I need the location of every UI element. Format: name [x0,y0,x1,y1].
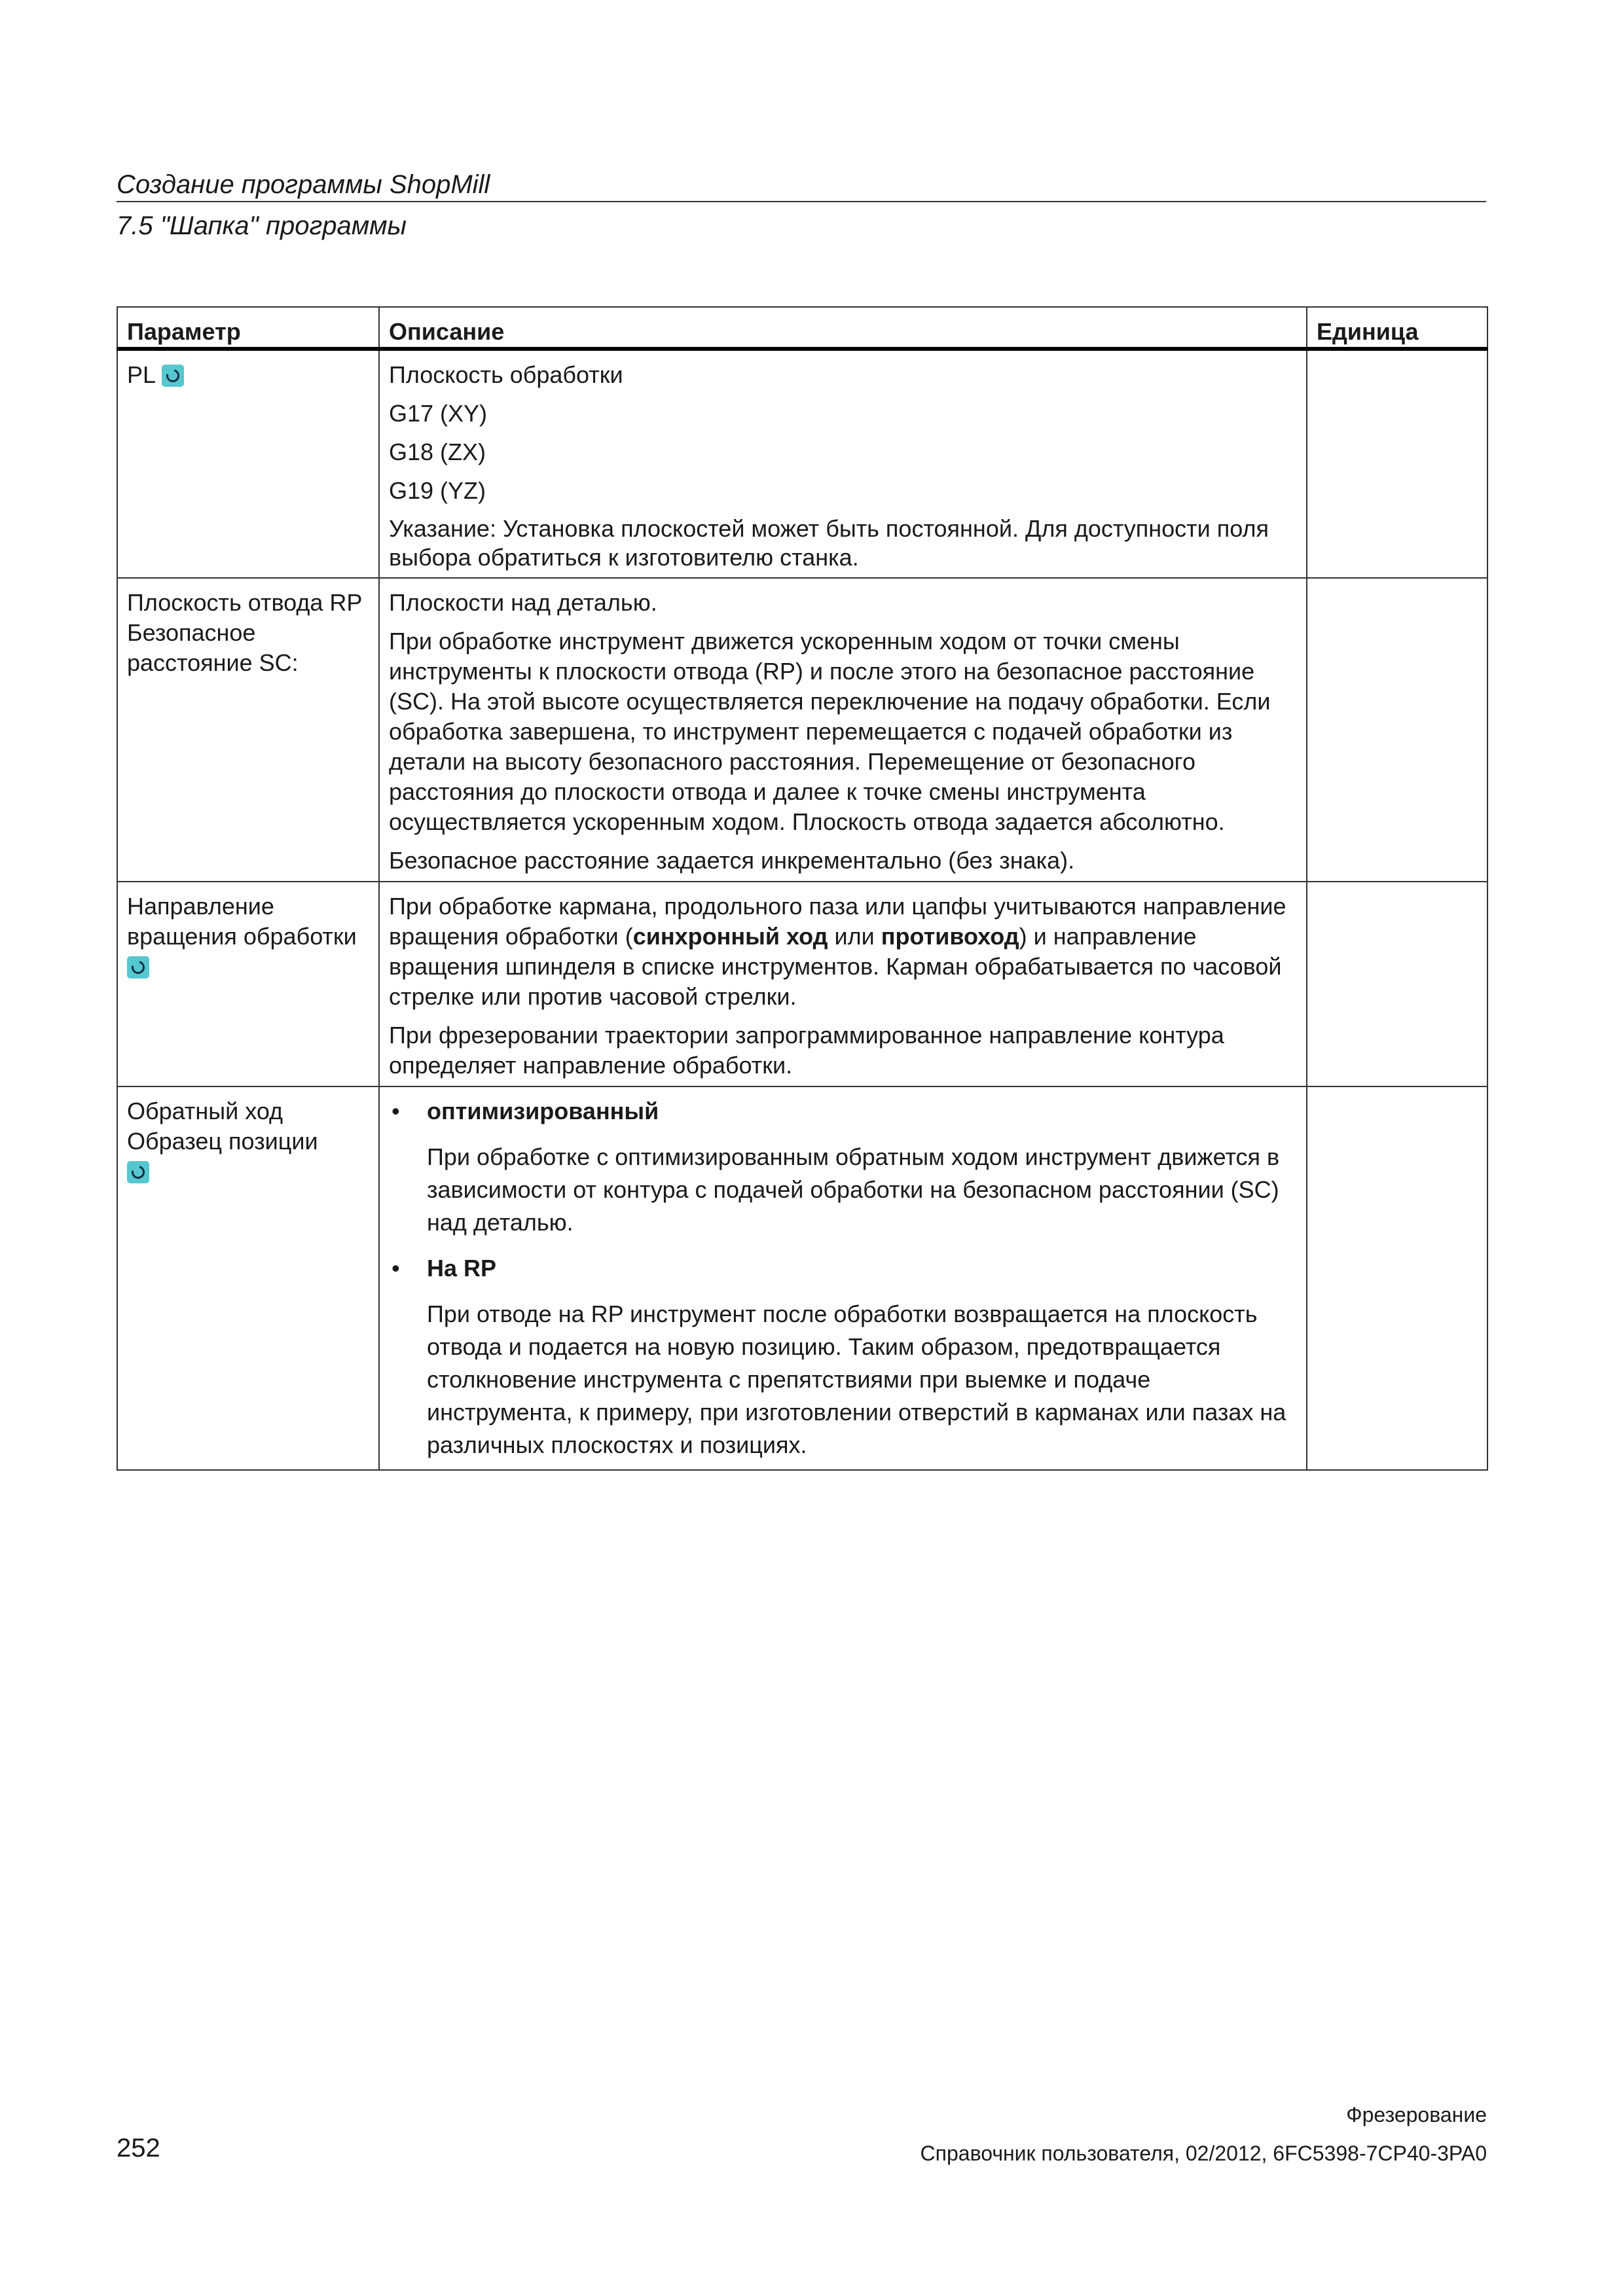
description-text-part: При обработке кармана, продольного паза или цапфы учитываются направление вращения обработки ( [389,893,1286,950]
param-name: Образец позиции [127,1128,318,1155]
description-text-part: ) и направление вращения шпинделя в списке инструментов. Карман обрабатывается по часовой стрелке или против часовой стрелки. [389,923,1282,1010]
description-cell [379,1086,1307,1470]
description-text-part: или [828,923,881,950]
table-row [117,349,1487,578]
description-cell [379,349,1307,578]
list-item [389,1253,1297,1462]
description-text [389,891,1297,1012]
option-title: оптимизированный [427,1098,659,1124]
param-cell [117,349,379,578]
unit-cell [1307,1086,1487,1470]
footer-chapter: Фрезерование [1346,2103,1487,2126]
footer-document: Справочник пользователя, 02/2012, 6FC5398-7CP40-3PA0 [920,2142,1487,2165]
parameter-table [117,306,1488,1471]
description-text: Безопасное расстояние задается инкрементально (без знака). [389,847,1075,874]
param-name: Обратный ход [127,1098,283,1124]
unit-cell [1307,882,1487,1086]
description-text: При фрезеровании траектории запрограммированное направление контура определяет направление обработки. [389,1022,1224,1079]
toggle-select-icon [127,956,149,978]
description-text: G17 (XY) [389,400,488,427]
param-cell [117,578,379,882]
bullet-icon: • [392,1255,400,1282]
param-name: Плоскость отвода RP [127,589,363,616]
param-name: Безопасное расстояние SC: [127,619,299,676]
param-cell [117,882,379,1086]
table-row [117,1086,1487,1470]
unit-cell [1307,349,1487,578]
param-name: Направление вращения обработки [127,893,357,950]
header-description: Описание [379,307,1307,349]
header-rule [117,201,1486,202]
option-title: На RP [427,1255,497,1282]
header-parameter: Параметр [117,307,379,349]
option-description: При обработке с оптимизированным обратным ходом инструмент движется в зависимости от контура с подачей обработки на безопасном расстоянии (SC) над деталью. [427,1143,1280,1236]
option-description: При отводе на RP инструмент после обработки возвращается на плоскость отвода и подается на новую позицию. Таким образом, предотвращается столкновение инструмента с препятствиями при выемке и подаче инструмента, к примеру, при изготовлении отверстий в карманах или пазах на различных плоскостях и позициях. [427,1300,1286,1458]
list-item [389,1096,1297,1239]
description-text: G19 (YZ) [389,477,486,504]
page-number: 252 [117,2134,160,2162]
toggle-select-icon [162,365,184,387]
mode-climb: синхронный ход [632,923,828,950]
unit-cell [1307,578,1487,882]
description-text: Плоскости над деталью. [389,589,657,616]
section-title: 7.5 "Шапка" программы [117,211,407,240]
description-cell [379,882,1307,1086]
description-text: Плоскость обработки [389,361,623,388]
description-cell [379,578,1307,882]
table-row [117,578,1487,882]
header-unit: Единица [1307,307,1487,349]
toggle-select-icon [127,1161,149,1183]
description-text: При обработке инструмент движется ускоренным ходом от точки смены инструменты к плоскости отвода (RP) и после этого на безопасное расстояние (SC). На этой высоте осуществляется переключение на подачу обработки. Если обработка завершена, то инструмент перемещается с подачей обработки из детали на высоту безопасного расстояния. Перемещение от безопасного расстояния до плоскости отвода и далее к точке смены инструмента осуществляется ускоренным ходом. Плоскость отвода задается абсолютно. [389,628,1271,835]
param-name: PL [127,361,155,388]
mode-conventional: противоход [881,923,1019,950]
chapter-title: Создание программы ShopMill [117,170,490,199]
description-text: Указание: Установка плоскостей может быть постоянной. Для доступности поля выбора обратиться к изготовителю станка. [389,515,1269,571]
option-list [389,1096,1297,1462]
table-header-row [117,307,1487,349]
description-text: G18 (ZX) [389,439,486,465]
table-row [117,882,1487,1086]
bullet-icon: • [392,1098,400,1124]
param-cell [117,1086,379,1470]
